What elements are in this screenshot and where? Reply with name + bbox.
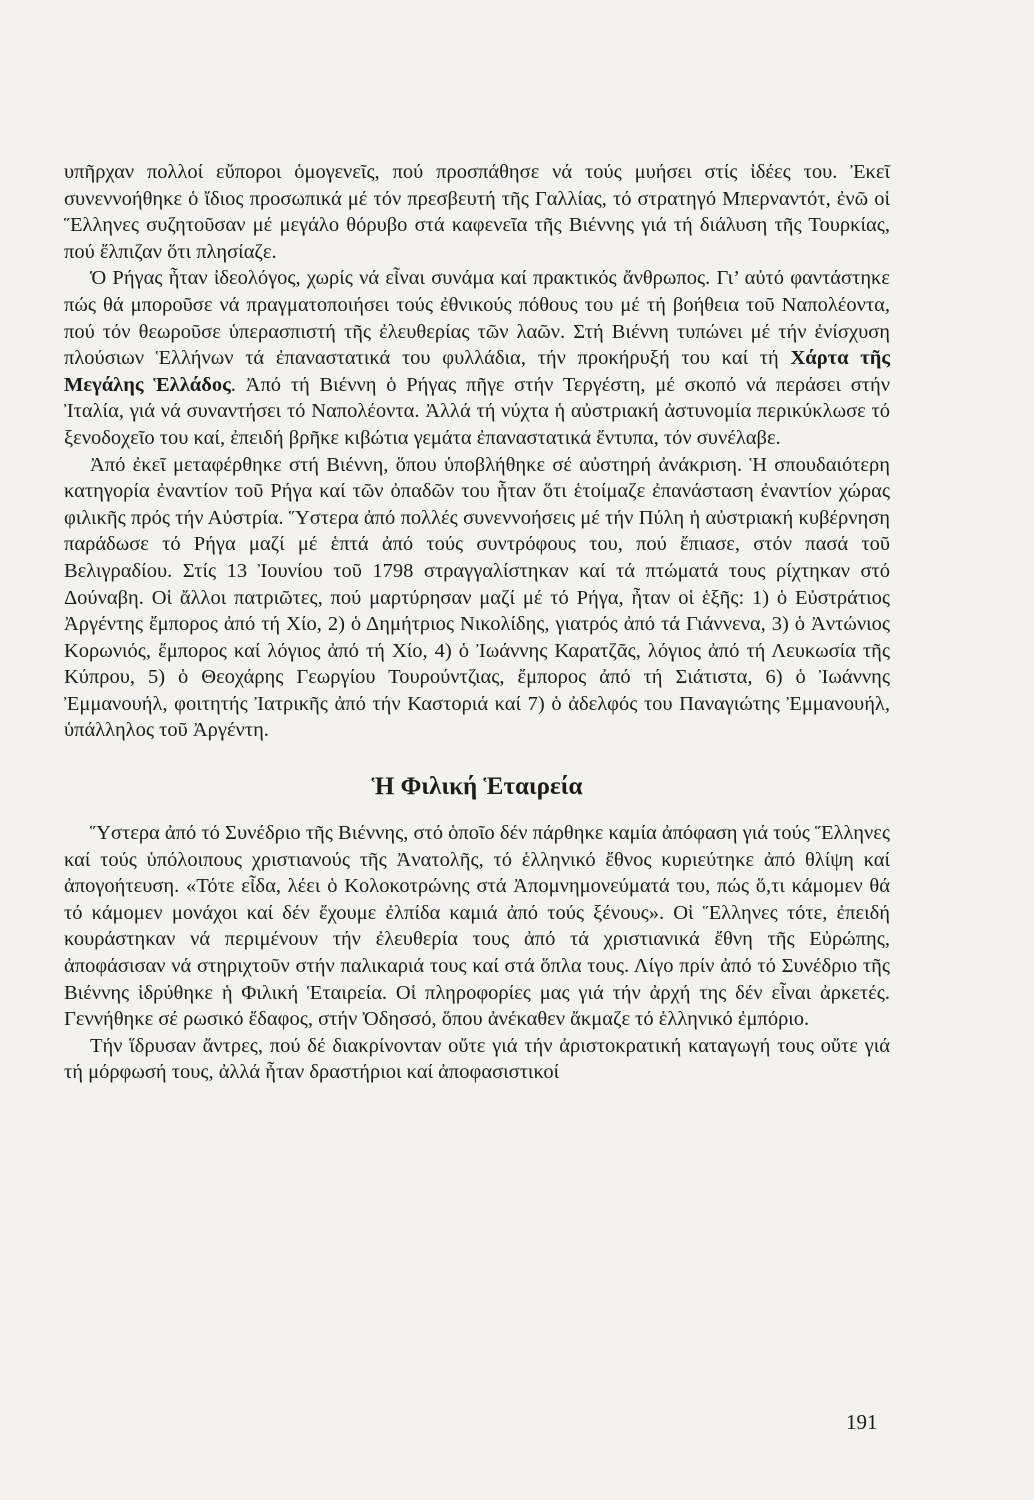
paragraph-text: Ὕστερα ἀπό τό Συνέδριο τῆς Βιέννης, στό ὁποῖο δέν πάρθηκε καμία ἀπόφαση γιά τούς Ἕλληνες καί τούς ὑπόλοιπους χριστιανούς τῆς Ἀνατολῆς, τό ἑλληνικό ἔθνος κυριεύτηκε ἀπό θλίψη καί ἀπογοήτευση. «Τότε εἶδα, λέει ὁ Κολοκοτρώνης στά Ἀπομνημονεύματά του, πώς ὅ,τι κάμομεν θά τό κάμομεν μονάχοι καί δέν ἔχουμε ἐλπίδα καμιά ἀπό τούς ξένους». Οἱ Ἕλληνες τότε, ἐπειδή κουράστηκαν νά περιμένουν τήν ἐλευθερία τους ἀπό τά χριστιανικά ἔθνη τῆς Εὐρώπης, ἀποφάσισαν νά στηριχτοῦν στήν παλικαριά τους καί στά ὅπλα τους. Λίγο πρίν ἀπό τό Συνέδριο τῆς Βιέννης ἱδρύθηκε ἡ Φιλική Ἑταιρεία. Οἱ πληροφορίες μας γιά τήν ἀρχή της δέν εἶναι ἀρκετές. Γεννήθηκε σέ ρωσικό ἔδαφος, στήν Ὀδησσό, ὅπου ἀνέκαθεν ἄκμαζε τό ἑλληνικό ἐμπόριο. [64,822,890,1031]
paragraph [64,265,890,451]
page-number: 191 [846,1410,878,1434]
paragraph [64,1033,890,1086]
paragraph-text: Τήν ἵδρυσαν ἄντρες, πού δέ διακρίνονταν οὔτε γιά τήν ἀριστοκρατική καταγωγή τους οὔτε γιά τή μόρφωσή τους, ἀλλά ἦταν δραστήριοι καί ἀποφασιστικοί [64,1034,890,1084]
paragraph-text: υπῆρχαν πολλοί εὔποροι ὁμογενεῖς, πού προσπάθησε νά τούς μυήσει στίς ἰδέες του. Ἐκεῖ συνεννοήθηκε ὁ ἴδιος προσωπικά μέ τόν πρεσβευτή τῆς Γαλλίας, τό στρατηγό Μπερναντότ, ἐνῶ οἱ Ἕλληνες συζητοῦσαν μέ μεγάλο θόρυβο στά καφενεῖα τῆς Βιέννης γιά τή διάλυση τῆς Τουρκίας, πού ἔλπιζαν ὅτι πλησίαζε. [64,161,890,263]
bold-title-text: Χάρτα τῆς Μεγάλης Ἑλλάδος [64,347,890,396]
section-heading: Ἡ Φιλική Ἑταιρεία [371,773,583,801]
paragraph-text: Ὁ Ρήγας ἦταν ἰδεολόγος, χωρίς νά εἶναι συνάμα καί πρακτικός ἄνθρωπος. Γι’ αὐτό φαντάστηκε πώς θά μποροῦσε νά πραγματοποιήσει τούς ἐθνικούς πόθους του μέ τή βοήθεια τοῦ Ναπολέοντα, πού τόν θεωροῦσε ὑπερασπιστή τῆς ἐλευθερίας τῶν λαῶν. Στή Βιέννη τυπώνει μέ τήν ἐνίσχυση πλούσιων Ἑλλήνων τά ἐπαναστατικά του φυλλάδια, τήν προκήρυξή του καί τή [64,267,890,370]
paragraph [64,820,890,1033]
paragraph-text: Ἀπό ἐκεῖ μεταφέρθηκε στή Βιέννη, ὅπου ὑποβλήθηκε σέ αὐστηρή ἀνάκριση. Ἡ σπουδαιότερη κατηγορία ἐναντίον τοῦ Ρήγα καί τῶν ὀπαδῶν του ἦταν ὅτι ἑτοίμαζε ἐπανάσταση ἐναντίον χώρας φιλικῆς πρός τήν Αὐστρία. Ὕστερα ἀπό πολλές συνεννοήσεις μέ τήν Πύλη ἡ αὐστριακή κυβέρνηση παράδωσε τό Ρήγα μαζί μέ ἑπτά ἀπό τούς συντρόφους του, πού ἔπιασε, στόν πασά τοῦ Βελιγραδίου. Στίς 13 Ἰουνίου τοῦ 1798 στραγγαλίστηκαν καί τά πτώματά τους ρίχτηκαν στό Δούναβη. Οἱ ἄλλοι πατριῶτες, πού μαρτύρησαν μαζί μέ τό Ρήγα, ἦταν οἱ ἑξῆς: 1) ὁ Εὐστράτιος Ἀργέντης ἔμπορος ἀπό τή Χίο, 2) ὁ Δημήτριος Νικολίδης, γιατρός ἀπό τά Γιάννενα, 3) ὁ Ἀντώνιος Κορωνιός, ἔμπορος καί λόγιος ἀπό τή Χίο, 4) ὁ Ἰωάννης Καρατζᾶς, λόγιος ἀπό τή Λευκωσία τῆς Κύπρου, 5) ὁ Θεοχάρης Γεωργίου Τουρούντζιας, ἔμπορος ἀπό τή Σιάτιστα, 6) ὁ Ἰωάννης Ἐμμανουήλ, φοιτητής Ἰατρικῆς ἀπό τήν Καστοριά καί 7) ὁ ἀδελφός του Παναγιώτης Ἐμμανουήλ, ὑπάλληλος τοῦ Ἀργέντη. [64,453,890,742]
paragraph-text: . Ἀπό τή Βιέννη ὁ Ρήγας πῆγε στήν Τεργέστη, μέ σκοπό νά περάσει στήν Ἰταλία, γιά νά συναντήσει τό Ναπολέοντα. Ἀλλά τή νύχτα ἡ αὐστριακή ἀστυνομία περικύκλωσε τό ξενοδοχεῖο του καί, ἐπειδή βρῆκε κιβώτια γεμάτα ἐπαναστατικά ἔντυπα, τόν συνέλαβε. [64,373,890,449]
paragraph [64,159,890,265]
page-body [64,159,890,1086]
paragraph [64,452,890,745]
